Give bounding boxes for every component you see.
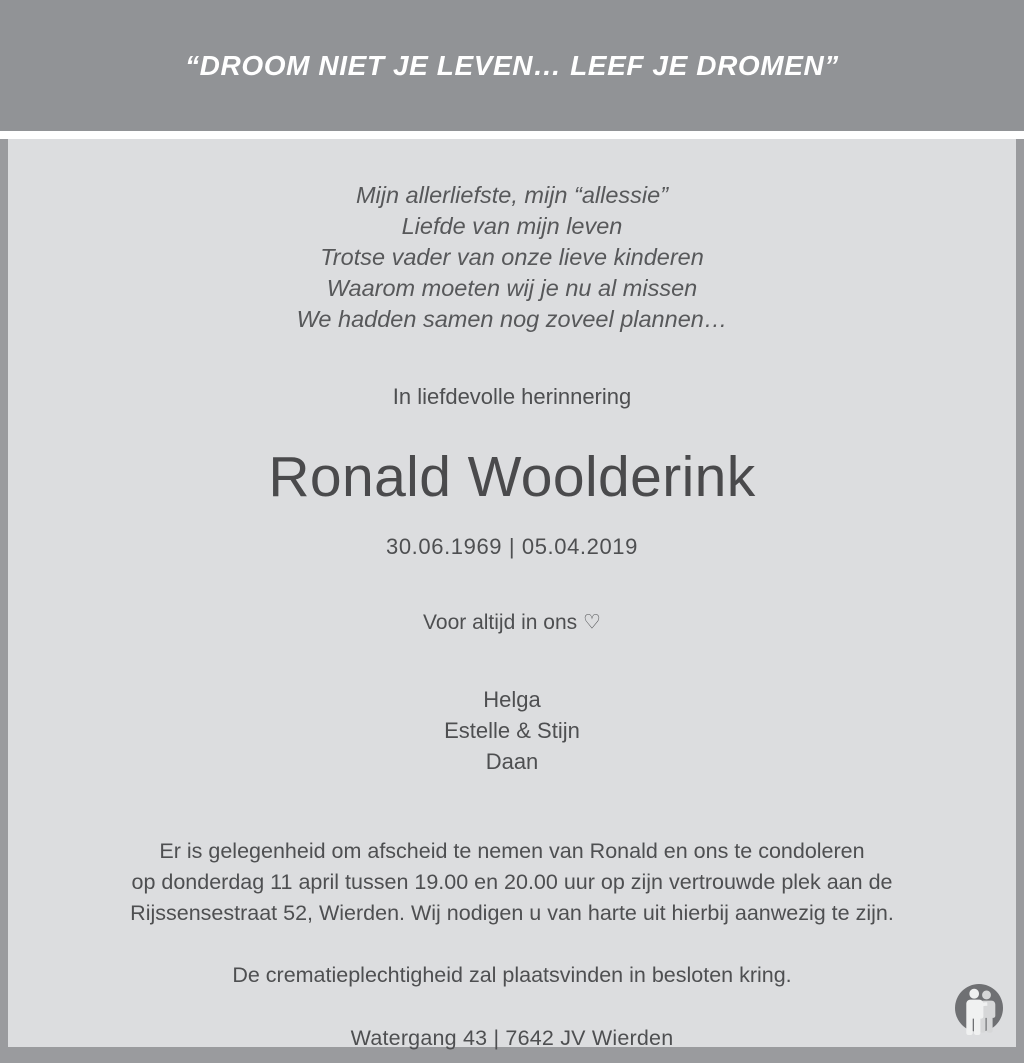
invitation-paragraph	[8, 777, 1016, 929]
forever-text: Voor altijd in ons	[423, 611, 578, 635]
family-name-3: Daan	[485, 748, 539, 774]
deceased-dates: 30.06.1969 | 05.04.2019	[386, 533, 638, 559]
poem-line-5: We hadden samen nog zoveel plannen…	[296, 306, 728, 332]
poem-line-3: Trotse vader van onze lieve kinderen	[320, 244, 704, 270]
banner-gutter	[0, 131, 1024, 139]
family-names	[8, 636, 1016, 777]
invitation-line-3: Rijssensestraat 52, Wierden. Wij nodigen u van harte uit hierbij aanwezig te zijn.	[130, 900, 894, 925]
ceremony-note: De crematieplechtigheid zal plaatsvinden in besloten kring.	[232, 962, 792, 987]
notice-card	[8, 139, 1016, 1051]
banner-quote-text: “DROOM NIET JE LEVEN… LEEF JE DROMEN”	[185, 49, 839, 81]
embracing-figures-logo-icon	[950, 979, 1008, 1037]
poem-line-1: Mijn allerliefste, mijn “allessie”	[355, 182, 669, 208]
address-line: Watergang 43 | 7642 JV Wierden	[350, 1026, 674, 1051]
notice-content	[8, 139, 1016, 1052]
invitation-line-2: op donderdag 11 april tussen 19.00 en 20.00 uur op zijn vertrouwde plek aan de	[131, 869, 893, 894]
family-name-1: Helga	[483, 686, 541, 712]
header-banner	[0, 0, 1024, 131]
forever-line	[8, 560, 1016, 635]
poem-line-2: Liefde van mijn leven	[401, 213, 623, 239]
heart-icon: ♡	[583, 611, 601, 634]
invitation-line-1: Er is gelegenheid om afscheid te nemen van Ronald en ons te condoleren	[159, 838, 865, 863]
poem-line-4: Waarom moeten wij je nu al missen	[326, 275, 698, 301]
family-name-2: Estelle & Stijn	[444, 717, 580, 743]
deceased-name: Ronald Woolderink	[268, 445, 756, 510]
memoriam-label: In liefdevolle herinnering	[392, 384, 632, 409]
poem	[8, 139, 1016, 335]
